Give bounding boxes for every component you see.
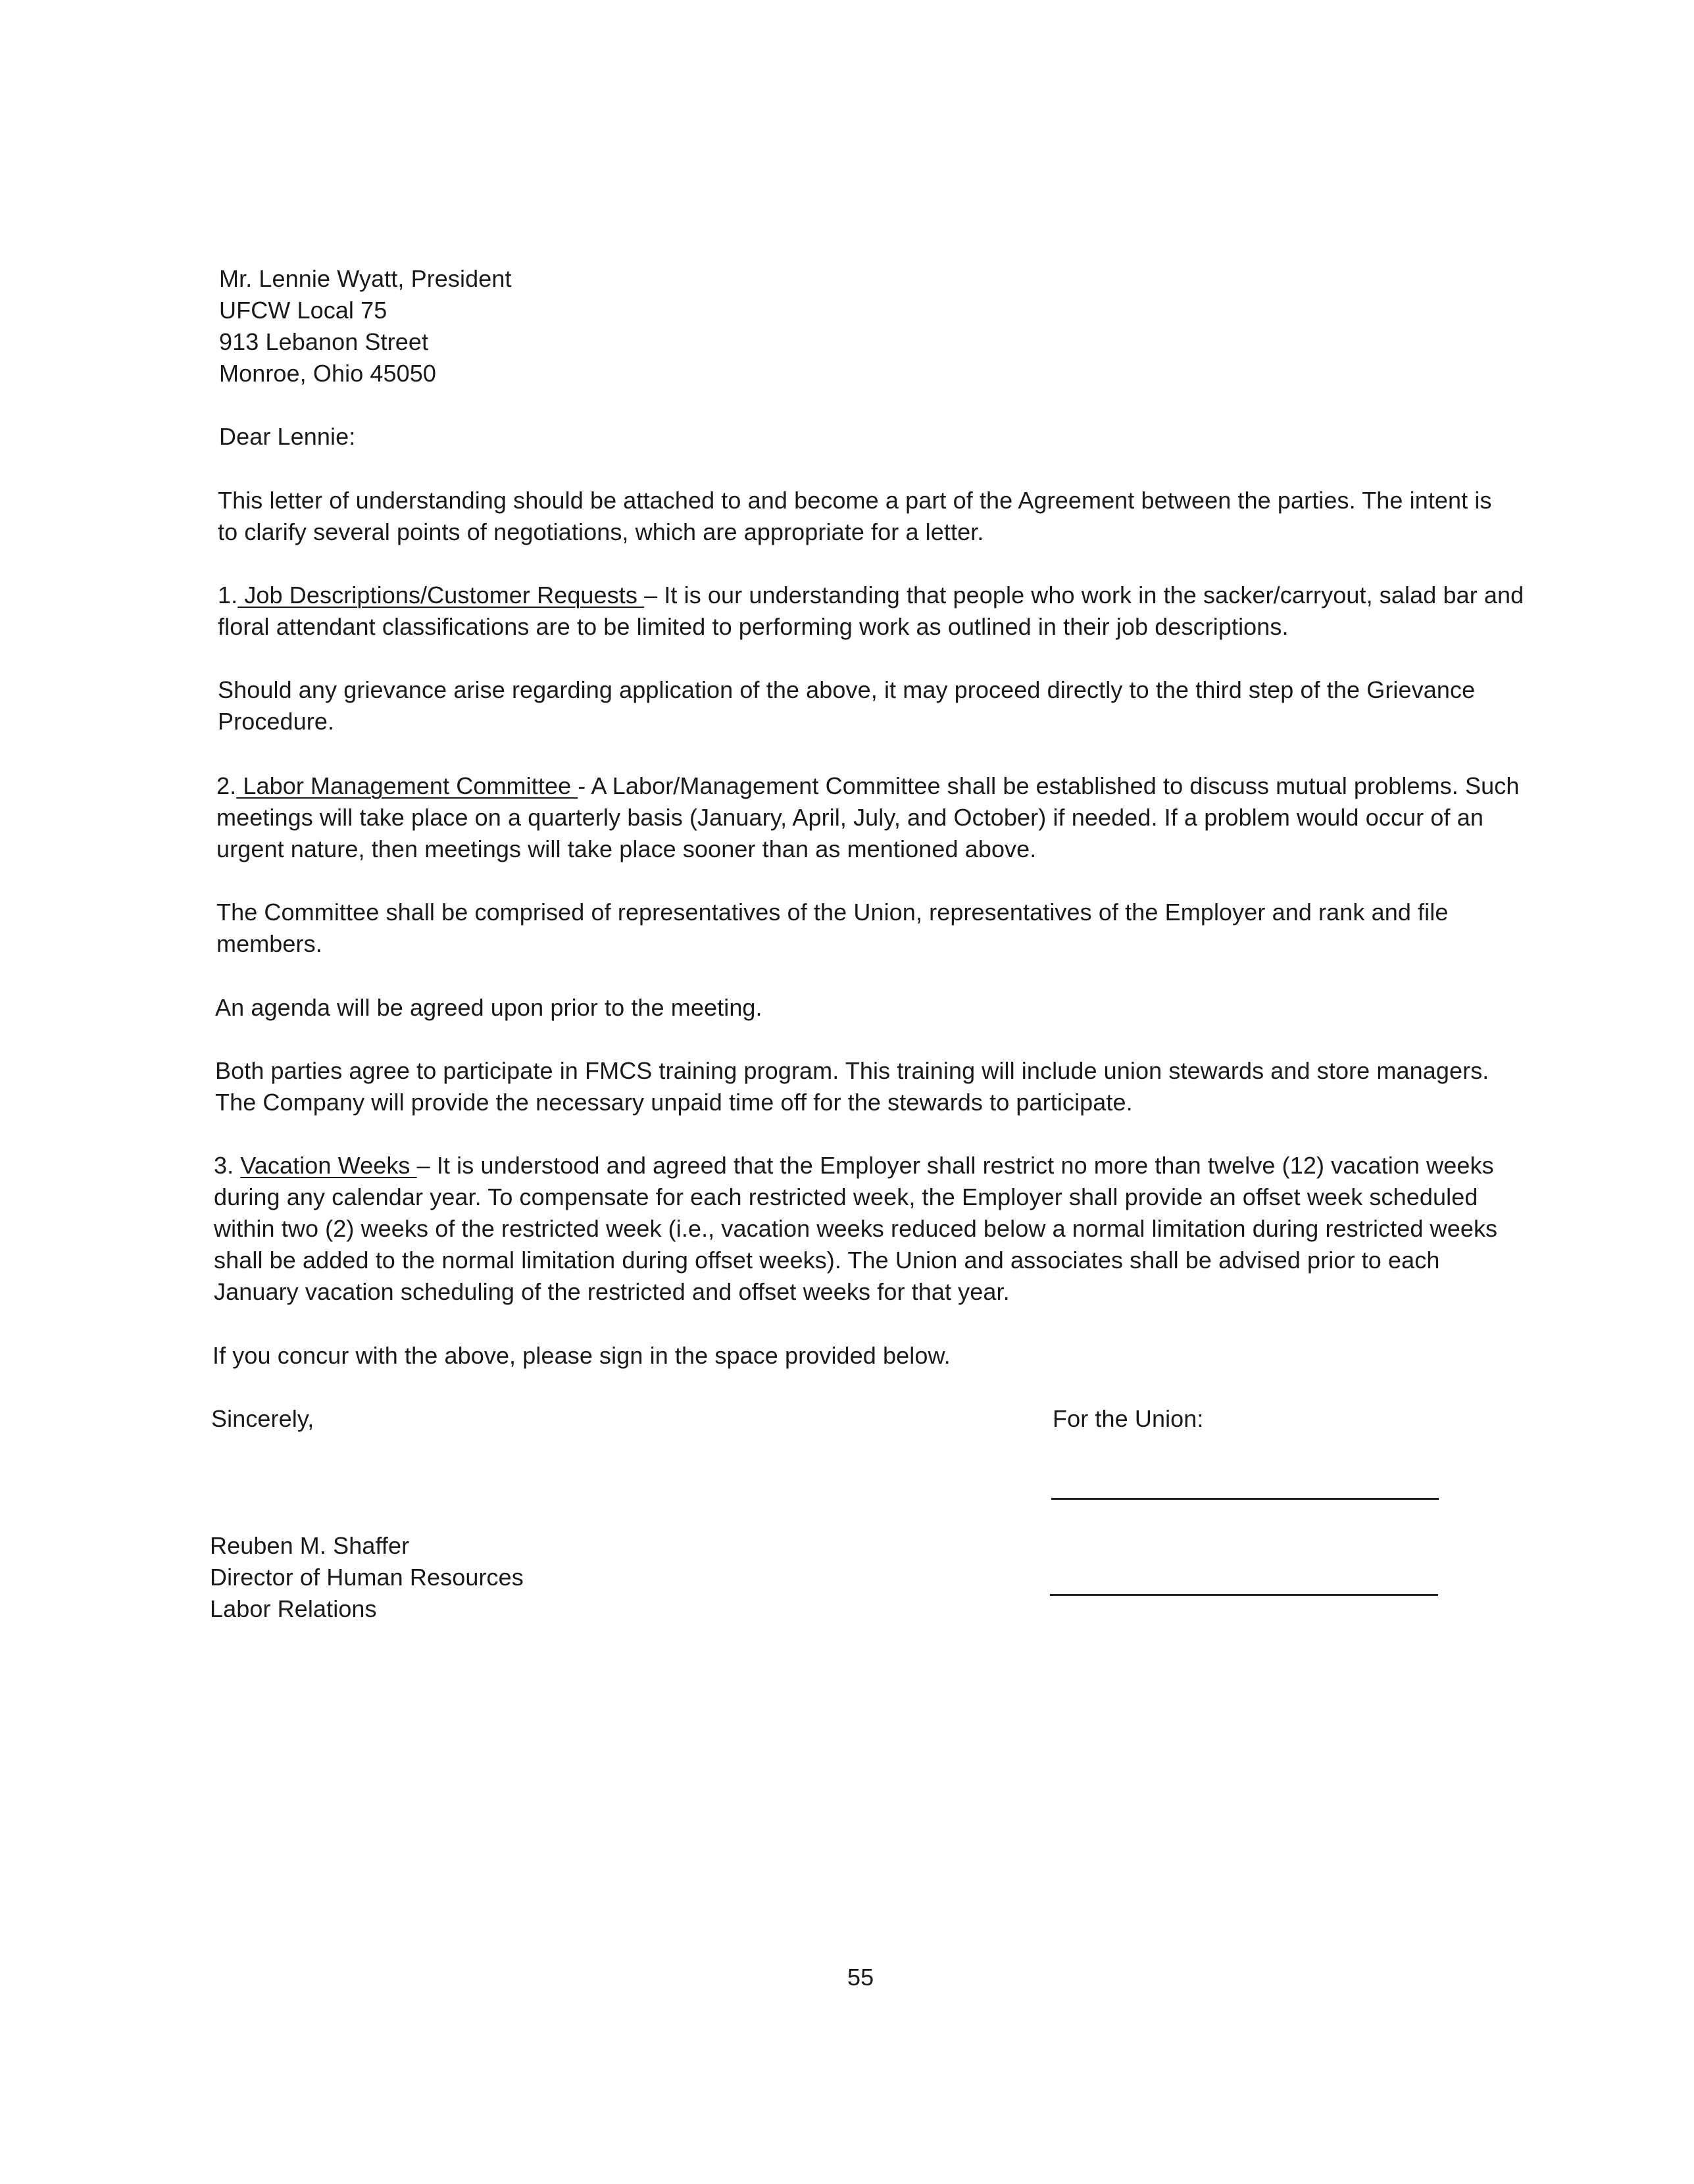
- item3-number: 3.: [214, 1152, 241, 1179]
- item1-line-2: floral attendant classifications are to be limited to performing work as outlined in their job descriptions.: [218, 613, 1289, 640]
- closing-sincerely: Sincerely,: [211, 1405, 314, 1432]
- concur-line: If you concur with the above, please sign in the space provided below.: [212, 1342, 951, 1369]
- closing-for-union: For the Union:: [1053, 1405, 1204, 1432]
- item3-heading: Vacation Weeks: [240, 1152, 417, 1179]
- item3-line-3: within two (2) weeks of the restricted week (i.e., vacation weeks reduced below a normal limitation during restricted weeks: [214, 1215, 1498, 1242]
- item2-line-3: urgent nature, then meetings will take place sooner than as mentioned above.: [216, 835, 1037, 862]
- union-signature-line-2: [1050, 1594, 1438, 1596]
- grievance-line-2: Procedure.: [218, 708, 335, 735]
- training-line-1: Both parties agree to participate in FMCS training program. This training will include union stewards and store managers.: [215, 1057, 1489, 1084]
- signer-name: Reuben M. Shaffer: [210, 1532, 410, 1559]
- signer-dept: Labor Relations: [210, 1595, 377, 1622]
- item3-line-1: [214, 1150, 1494, 1181]
- item2-line-2: meetings will take place on a quarterly basis (January, April, July, and October) if needed. If a problem would occur of an: [216, 804, 1483, 831]
- item1-number: 1.: [218, 582, 238, 608]
- item2-line-1: [216, 770, 1519, 802]
- item2-number: 2.: [216, 772, 237, 799]
- page-number: 55: [847, 1964, 874, 1991]
- item3-line-2: during any calendar year. To compensate for each restricted week, the Employer shall provide an offset week scheduled: [214, 1183, 1478, 1210]
- intro-line-1: This letter of understanding should be attached to and become a part of the Agreement between the parties. The intent is: [218, 487, 1492, 514]
- signer-title: Director of Human Resources: [210, 1564, 524, 1591]
- intro-line-2: to clarify several points of negotiations, which are appropriate for a letter.: [218, 518, 984, 545]
- item1-text: – It is our understanding that people who work in the sacker/carryout, salad bar and: [644, 582, 1524, 608]
- item1-heading: Job Descriptions/Customer Requests: [237, 582, 645, 608]
- recipient-city: Monroe, Ohio 45050: [219, 360, 437, 387]
- item3-text: – It is understood and agreed that the Employer shall restrict no more than twelve (12) vacation weeks: [416, 1152, 1494, 1179]
- recipient-street: 913 Lebanon Street: [219, 328, 429, 355]
- recipient-org: UFCW Local 75: [219, 297, 387, 324]
- item3-line-5: January vacation scheduling of the restricted and offset weeks for that year.: [214, 1278, 1010, 1305]
- committee-line-1: The Committee shall be comprised of representatives of the Union, representatives of the Employer and rank and file: [216, 899, 1449, 926]
- item3-line-4: shall be added to the normal limitation during offset weeks). The Union and associates shall be advised prior to each: [214, 1247, 1440, 1274]
- item1-line-1: [218, 580, 1524, 611]
- grievance-line-1: Should any grievance arise regarding application of the above, it may proceed directly to the third step of the Grievance: [218, 676, 1476, 703]
- item2-heading: Labor Management Committee: [236, 772, 578, 799]
- salutation: Dear Lennie:: [219, 423, 356, 450]
- committee-line-2: members.: [216, 930, 322, 957]
- training-line-2: The Company will provide the necessary unpaid time off for the stewards to participate.: [215, 1089, 1133, 1116]
- recipient-name: Mr. Lennie Wyatt, President: [219, 265, 512, 292]
- item2-text: - A Labor/Management Committee shall be established to discuss mutual problems. Such: [578, 772, 1520, 799]
- agenda-line: An agenda will be agreed upon prior to the meeting.: [215, 994, 762, 1021]
- union-signature-line-1: [1051, 1498, 1439, 1500]
